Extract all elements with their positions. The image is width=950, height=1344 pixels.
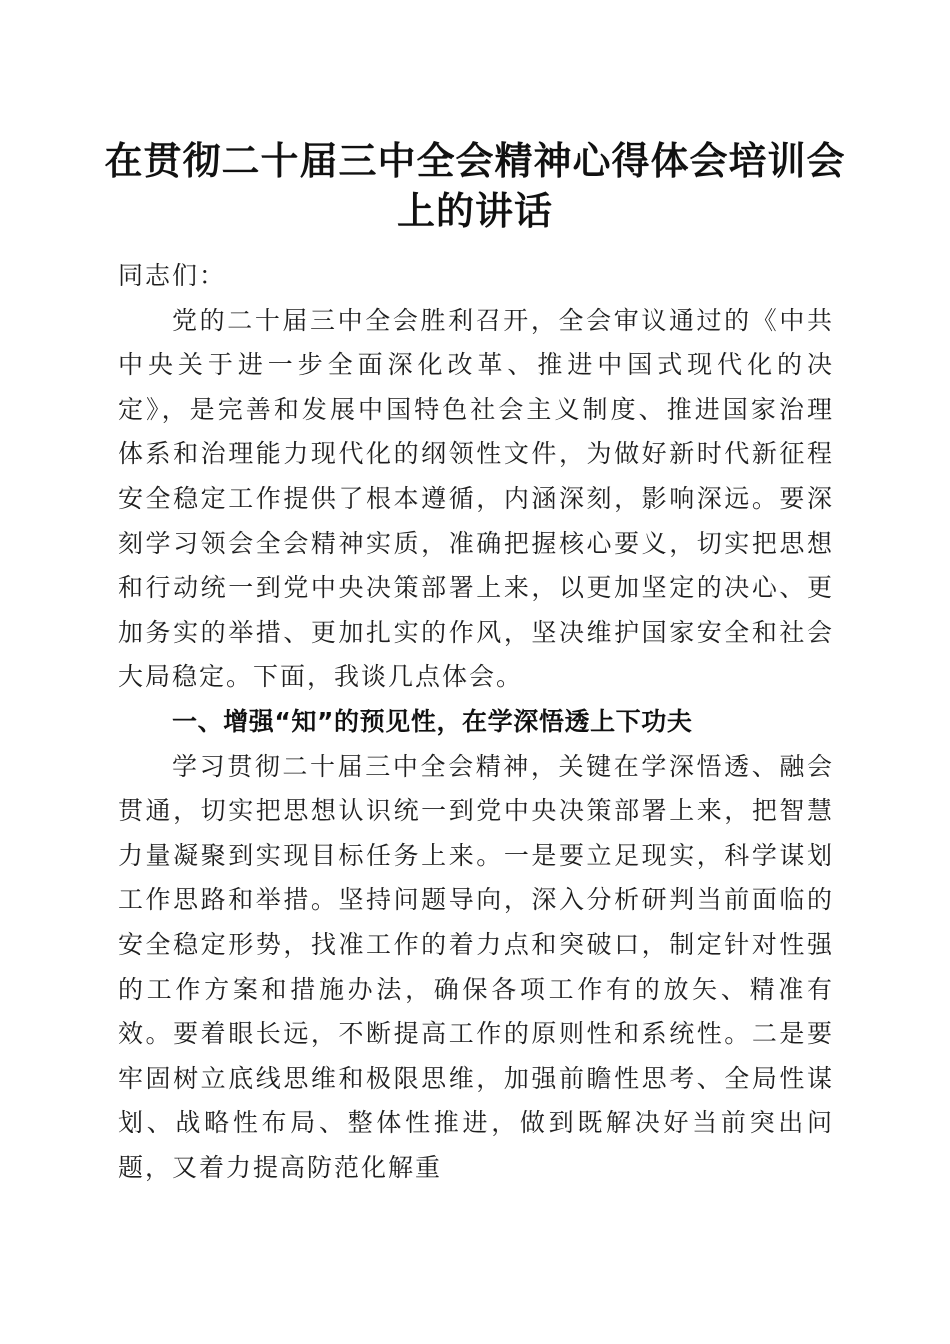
intro-paragraph: 党的二十届三中全会胜利召开，全会审议通过的《中共中央关于进一步全面深化改革、推进中国式现代化的决定》，是完善和发展中国特色社会主义制度、推进国家治理体系和治理能力现代化的纲领性文件，为做好新时代新征程安全稳定工作提供了根本遵循，内涵深刻，影响深远。要深刻学习领会全会精神实质，准确把握核心要义，切实把思想和行动统一到党中央决策部署上来，以更加坚定的决心、更加务实的举措、更加扎实的作风，坚决维护国家安全和社会大局稳定。下面，我谈几点体会。: [118, 305, 834, 692]
document-body: [118, 254, 834, 1190]
section-1-paragraph: 学习贯彻二十届三中全会精神，关键在学深悟透、融会贯通，切实把思想认识统一到党中央决策部署上来，把智慧力量凝聚到实现目标任务上来。一是要立足现实，科学谋划工作思路和举措。坚持问题导向，深入分析研判当前面临的安全稳定形势，找准工作的着力点和突破口，制定针对性强的工作方案和措施办法，确保各项工作有的放矢、精准有效。要着眼长远，不断提高工作的原则性和系统性。二是要牢固树立底线思维和极限思维，加强前瞻性思考、全局性谋划、战略性布局、整体性推进，做到既解决好当前突出问题，又着力提高防范化解重: [118, 751, 834, 1182]
section-1-heading: 一、增强“知”的预见性，在学深悟透上下功夫: [172, 706, 693, 736]
document-title: 在贯彻二十届三中全会精神心得体会培训会上的讲话: [104, 138, 846, 233]
salutation: 同志们：: [118, 261, 227, 290]
